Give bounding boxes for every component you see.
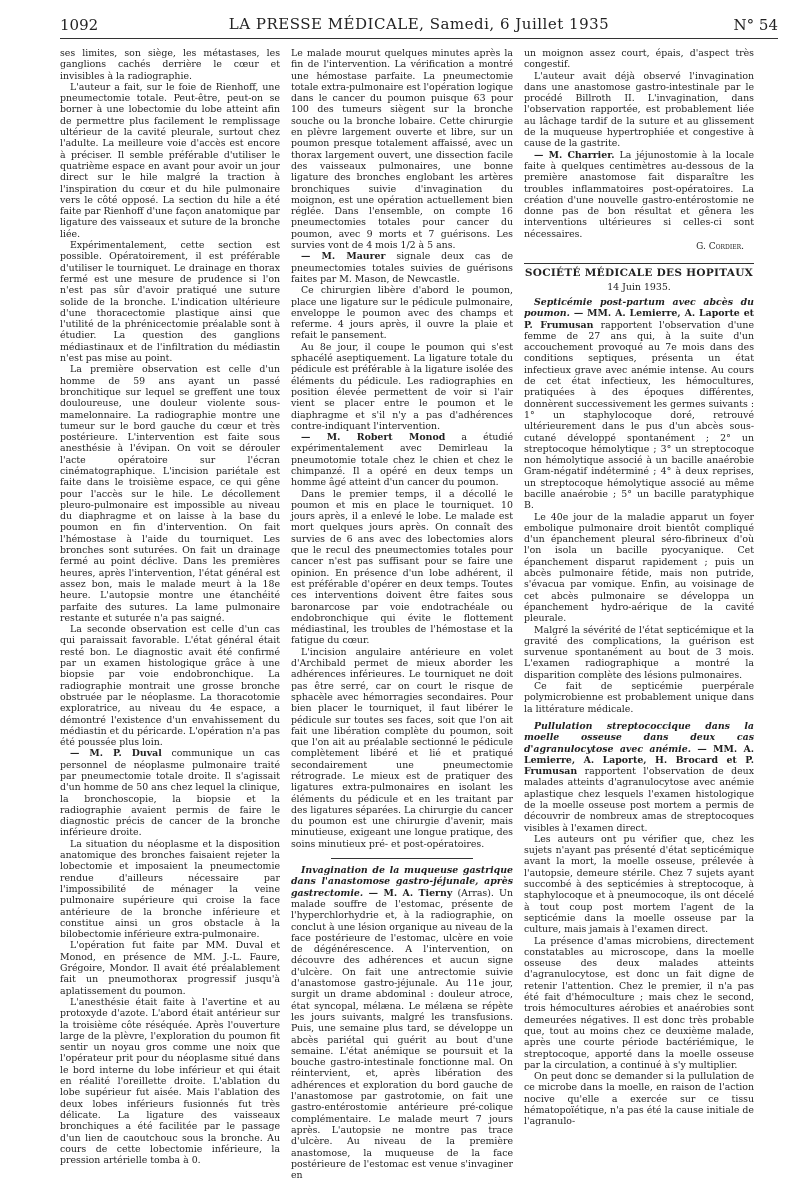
paragraph-text: (Arras). Un malade souffre de l'estomac, présente de l'hyperchlorhydrie et, à la radiographie, on conclut à une lésion organique au niveau de la face postérieure de l'estomac, ulcère en voie de dégénérescence. A l'intervention, on découvre des adhérences et aucun signe d'ulcère. On fait une antrectomie suivie d'anastomose gastro-jéjunale. Au 11e jour, surgit un drame abdominal : douleur atroce, état syncopal, mélæna. Le mélæna se répète les jours suivants, malgré les transfusions. Puis, une semaine plus tard, se développe un abcès pariétal qui guérit au bout d'une semaine. L'état anémique se poursuit et la bouche gastro-intestinale fonctionne mal. On réintervient, et, après libération des adhérences et exploration du bord gauche de l'anastomose par gastrotomie, on fait une gastro-entérostomie antérieure pré-colique complémentaire. Le malade meurt 7 jours après. L'autopsie ne montre pas trace d'ulcère. Au niveau de la première anastomose, la muqueuse de la face postérieure de l'estomac est venue s'invaginer en <box>291 887 513 1181</box>
paragraph: ses limites, son siège, les métastases, les ganglions cachés derrière le cœur et invisibles à la radiographie. <box>60 48 280 82</box>
paragraph: La situation du néoplasme et la disposition anatomique des bronches faisaient rejeter la lobectomie et imposaient la pneumectomie rendue d'ailleurs nécessaire par l'impossibilité de ménager la veine pulmonaire supérieure qui croise la face antérieure de la bronche inférieure et constitue ainsi un gros obstacle à la bilobectomie inférieure extra-pulmonaire. <box>60 838 280 941</box>
paragraph: Les auteurs ont pu vérifier que, chez les sujets n'ayant pas présenté d'état septicémique avant la mort, la moelle osseuse, prélevée à l'autopsie, demeure stérile. Chez 7 sujets ayant succombé à des septicémies à streptocoque, à staphylocoque et à pneumocoque, ils ont décelé à tout coup post mortem l'agent de la septicémie dans la moelle osseuse par la culture, mais jamais à l'examen direct. <box>524 833 754 936</box>
paragraph <box>60 748 280 838</box>
paragraph: L'incision angulaire antérieure en volet d'Archibald permet de mieux aborder les adhérences inférieures. Le tourniquet ne doit pas être serré, car on court le risque de sphacèle avec hémorragies secondaires. Pour bien placer le tourniquet, il faut libérer le pédicule sur toutes ses faces, soit que l'on ait fait une libération complète du poumon, soit que l'on ait au préalable sectionné le pédicule complètement libéré et lié et pratiqué secondairement une pneumectomie rétrograde. Le mieux est de pratiquer des ligatures extra-pulmonaires en isolant les éléments du pédicule et en les traitant par des ligatures séparées. La chirurgie du cancer du poumon est une chirurgie d'avenir, mais minutieuse, exigeant une longue pratique, des soins minutieux pré- et post-opératoires. <box>291 646 513 850</box>
section-title: SOCIÉTÉ MÉDICALE DES HOPITAUX <box>524 267 754 280</box>
paragraph-text: La jéjunostomie à la locale faite à quelques centimètres au-dessous de la première anastomose fait disparaître les troubles inflammatoires post-opératoires. La création d'une nouvelle gastro-entérostomie ne donne pas de bon résultat et gênera les interventions ultérieures si celles-ci sont nécessaires. <box>524 149 754 240</box>
paragraph: Ce fait de septicémie puerpérale polymicrobienne est probablement unique dans la littérature médicale. <box>524 681 754 715</box>
author-name: — M. A. Tierny <box>363 887 453 899</box>
paragraph: L'anesthésie était faite à l'avertine et au protoxyde d'azote. L'abord était antérieur sur la troisième côte réséquée. Après l'ouverture large de la plèvre, l'exploration du poumon fit sentir un noyau gros comme une noix que l'opérateur prit pour du néoplasme situé dans le bord interne du lobe inférieur et qui était en réalité l'oreillette droite. L'ablation du lobe supérieur fut aisée. Mais l'ablation des deux lobes inférieurs fusionnés fut très délicate. La ligature des vaisseaux bronchiques a été facilitée par le passage d'un lien de caoutchouc sous la bronche. Au cours de cette lobectomie inférieure, la pression artérielle tomba à 0. <box>60 996 280 1167</box>
paragraph: Au 8e jour, il coupe le poumon qui s'est sphacélé aseptiquement. La ligature totale du pédicule est préférable à la ligature isolée des éléments du pédicule. Les radiographies en position élevée permettent de voir si l'air vient se placer entre le poumon et le diaphragme et s'il n'y a pas d'adhérences contre-indiquant l'intervention. <box>291 341 513 432</box>
paragraph <box>291 251 513 285</box>
paragraph: Dans le premier temps, il a décollé le poumon et mis en place le tourniquet. 10 jours après, il a enlevé le lobe. Le malade est mort quelques jours après. On connaît des survies de 6 ans avec des lobectomies alors que le recul des pneumectomies totales pour cancer n'est pas suffisant pour se faire une opinion. En présence d'un lobe adhérent, il est préférable d'opérer en deux temps. Toutes ces interventions doivent être faites sous baronarcose par voie endotrachéale ou endobronchique qui évite le flottement médiastinal, les troubles de l'hémostase et la fatigue du cœur. <box>291 488 513 647</box>
paragraph-text: signale deux cas de pneumectomies totales suivies de guérisons faites par M. Mason, de Newcastle. <box>291 251 514 285</box>
paragraph: La première observation est celle d'un homme de 59 ans ayant un passé bronchitique sur lequel se greffent une toux douloureuse, une douleur violente sous-mamelonnaire. La radiographie montre une tumeur sur le bord gauche du cœur et très postérieure. L'intervention est faite sous anesthésie à l'évipan. On voit se dérouler l'acte opératoire sur l'écran cinématographique. L'incision pariétale est faite dans le troisième espace, ce qui gêne pour l'accès sur le hile. Le décollement pleuro-pulmonaire est impossible au niveau du diaphragme et on laisse à la base du poumon en fin d'intervention. On fait l'hémostase à l'aide du tourniquet. Les bronches sont suturées. On fait un drainage fermé au point déclive. Dans les premières heures, après l'intervention, l'état général est assez bon, mais le malade meurt à la 18e heure. L'autopsie montre une étanchéité parfaite des sutures. La lame pulmonaire restante et suturée n'a pas saigné. <box>60 364 280 624</box>
paragraph: Le 40e jour de la maladie apparut un foyer embolique pulmonaire droit bientôt compliqué d'un épanchement pleural séro-fibrineux d'où l'on isola un bacille pyocyanique. Cet épanchement disparut rapidement ; puis un abcès pulmonaire fétide, mais non putride, s'évacua par vomique. Enfin, au voisinage de cet abcès pulmonaire se développa un épanchement hydro-aérique de la cavité pleurale. <box>524 511 754 625</box>
paragraph: On peut donc se demander si la pullulation de ce microbe dans la moelle, en raison de l'action nocive qu'elle a exercée sur ce tissu hématopoïétique, n'a pas été la cause initiale de l'agranulo- <box>524 1071 754 1128</box>
author-name: — M. Charrier. <box>534 149 615 161</box>
paragraph: L'opération fut faite par MM. Duval et Monod, en présence de MM. J.-L. Faure, Grégoire, Mondor. Il avait été préalablement fait un pneumothorax progressif jusqu'à aplatissement du poumon. <box>60 940 280 997</box>
author-name: — MM. A. Lemierre, A. Laporte et P. Frumusan <box>524 308 754 331</box>
section-date: 14 Juin 1935. <box>607 281 671 293</box>
paragraph <box>524 150 754 240</box>
author-name: — M. Maurer <box>301 251 386 263</box>
paragraph: Le malade mourut quelques minutes après la fin de l'intervention. La vérification a montré une hémostase parfaite. La pneumectomie totale extra-pulmonaire est l'opération logique dans le cancer du poumon puisque 63 pour 100 des tumeurs siègent sur la bronche souche ou la bronche lobaire. Cette chirurgie en plèvre largement ouverte et libre, sur un poumon presque totalement affaissé, avec un thorax largement ouvert, une dissection facile des vaisseaux pulmonaires, une bonne ligature des bronches englobant les artères bronchiques suivie d'invagination du moignon, est une opération actuellement bien réglée. Dans l'ensemble, on compte 16 pneumectomies totales pour cancer du poumon, avec 9 morts et 7 guérisons. Les survies vont de 4 mois 1/2 à 5 ans. <box>291 48 513 252</box>
column-right <box>524 48 754 1128</box>
paragraph-text: rapportent l'observation de deux malades atteints d'agranulocytose avec anémie aplastique chez lesquels l'examen histologique de la moelle osseuse post mortem a permis de découvrir de nombreux amas de streptocoques visibles à l'examen direct. <box>524 766 754 834</box>
signature: G. Cordier. <box>696 242 744 253</box>
section-divider <box>524 263 754 264</box>
paragraph: un moignon assez court, épais, d'aspect très congestif. <box>524 48 754 71</box>
article <box>524 721 754 834</box>
paragraph-text: communique un cas personnel de néoplasme pulmonaire traité par pneumectomie totale droite. Il s'agissait d'un homme de 50 ans chez lequel la clinique, la bronchoscopie, la biopsie et la radiographie avaient permis de faire le diagnostic précis de cancer de la bronche inférieure droite. <box>60 748 280 839</box>
article <box>524 297 754 512</box>
paragraph: Ce chirurgien libère d'abord le poumon, place une ligature sur le pédicule pulmonaire, enveloppe le poumon avec des champs et referme. 4 jours après, il ouvre la plaie et refait le pansement. <box>291 285 513 342</box>
article-title: Septicémie post-partum avec abcès du poumon. <box>524 296 754 320</box>
issue-number: N° 54 <box>733 16 778 34</box>
paragraph: La seconde observation est celle d'un cas qui paraissait favorable. L'état général était resté bon. Le diagnostic avait été confirmé par un examen histologique grâce à une biopsie par voie endobronchique. La radiographie montrait une grosse bronche obstruée par le néoplasme. La thoracotomie exploratrice, au niveau du 4e espace, a démontré l'existence d'un envahissement du médiastin et du péricarde. L'opération n'a pas été poussée plus loin. <box>60 624 280 749</box>
author-name: — M. Robert Monod <box>301 432 446 444</box>
paragraph-text: a étudié expérimentalement avec Demirleau la pneumotomie totale chez le chien et chez le chimpanzé. Il a opéré en deux temps un homme âgé atteint d'un cancer du poumon. <box>291 432 513 489</box>
divider <box>331 858 473 859</box>
article <box>291 865 513 1181</box>
author-name: — MM. A. Lemierre, A. Laporte, H. Brocard et P. Frumusan <box>524 743 754 778</box>
paragraph: L'auteur avait déjà observé l'invagination dans une anastomose gastro-intestinale par le procédé Billroth II. L'invagination, dans l'observation rapportée, est probablement liée au lâchage tardif de la suture et au glissement de la muqueuse hypertrophiée et congestive à cause de la gastrite. <box>524 70 754 150</box>
author-name: — M. P. Duval <box>70 748 162 760</box>
paragraph: La présence d'amas microbiens, directement constatables au microscope, dans la moelle osseuse des deux malades atteints d'agranulocytose, est donc un fait digne de retenir l'attention. Chez le premier, il n'a pas été fait d'hémoculture ; mais chez le second, trois hémocultures aérobies et anaérobies sont demeurées négatives. Il est donc très probable que, tout au moins chez ce deuxième malade, après une courte période bactériémique, le streptocoque, apporté dans la moelle osseuse par la circulation, a continué à s'y multiplier. <box>524 935 754 1071</box>
page-header <box>60 10 778 39</box>
page-number: 1092 <box>60 16 99 34</box>
journal-title: LA PRESSE MÉDICALE, Samedi, 6 Juillet 1935 <box>228 15 610 33</box>
article-title: Invagination de la muqueuse gastrique dans l'anastomose gastro-jéjunale, après gastrectomie. <box>291 865 513 899</box>
article-title: Pullulation streptococcique dans la moelle osseuse dans deux cas d'agranulocytose avec anémie. <box>524 720 754 755</box>
paragraph: Malgré la sévérité de l'état septicémique et la gravité des complications, la guérison est survenue spontanément au bout de 3 mois. L'examen radiographique a montré la disparition complète des lésions pulmonaires. <box>524 624 754 681</box>
paragraph: L'auteur a fait, sur le foie de Rienhoff, une pneumectomie totale. Peut-être, peut-on se borner à une lobectomie du lobe atteint afin de permettre plus facilement le remplissage ultérieur de la cavité pleurale, surtout chez l'adulte. La meilleure voie d'accès est encore à préciser. Il semble préférable d'utiliser le quatrième espace en avant pour avoir un jour direct sur le hile malgré la traction à l'inspiration du cœur et du hile pulmonaire vers le côté opposé. La section du hile a été faite par Rienhoff d'une façon anatomique par ligature des vaisseaux et suture de la bronche liée. <box>60 81 280 240</box>
paragraph: Expérimentalement, cette section est possible. Opératoirement, il est préférable d'utiliser le tourniquet. Le drainage en thorax fermé est une mesure de prudence si l'on n'est pas sûr d'avoir pratiqué une suture solide de la bronche. L'indication ultérieure d'une thoracectomie plastique ainsi que l'utilité de la phrénicectomie préalable sont à étudier. La question des ganglions médiastinaux et de l'infiltration du médiastin n'est pas mise au point. <box>60 240 280 365</box>
paragraph-text: rapportent l'observation d'une femme de 27 ans qui, à la suite d'un accouchement provoqué au 7e mois dans des conditions septiques, présenta un état infectieux grave avec anémie intense. Au cours de cet état infectieux, les hémocultures, pratiquées à des époques différentes, donnèrent successivement les germes suivants : 1° un staphylocoque doré, retrouvé ultérieurement dans le pus d'un abcès sous-cutané développé spontanément ; 2° un streptocoque hémolytique ; 3° un streptocoque non hémolytique associé à un bacille anaérobie Gram-négatif indéterminé ; 4° à deux reprises, un streptocoque hémolytique associé au même bacille anaérobie ; 5° un bacille paratyphique B. <box>524 319 754 512</box>
paragraph <box>291 432 513 488</box>
column-left <box>60 48 280 1167</box>
column-middle <box>291 48 514 1181</box>
